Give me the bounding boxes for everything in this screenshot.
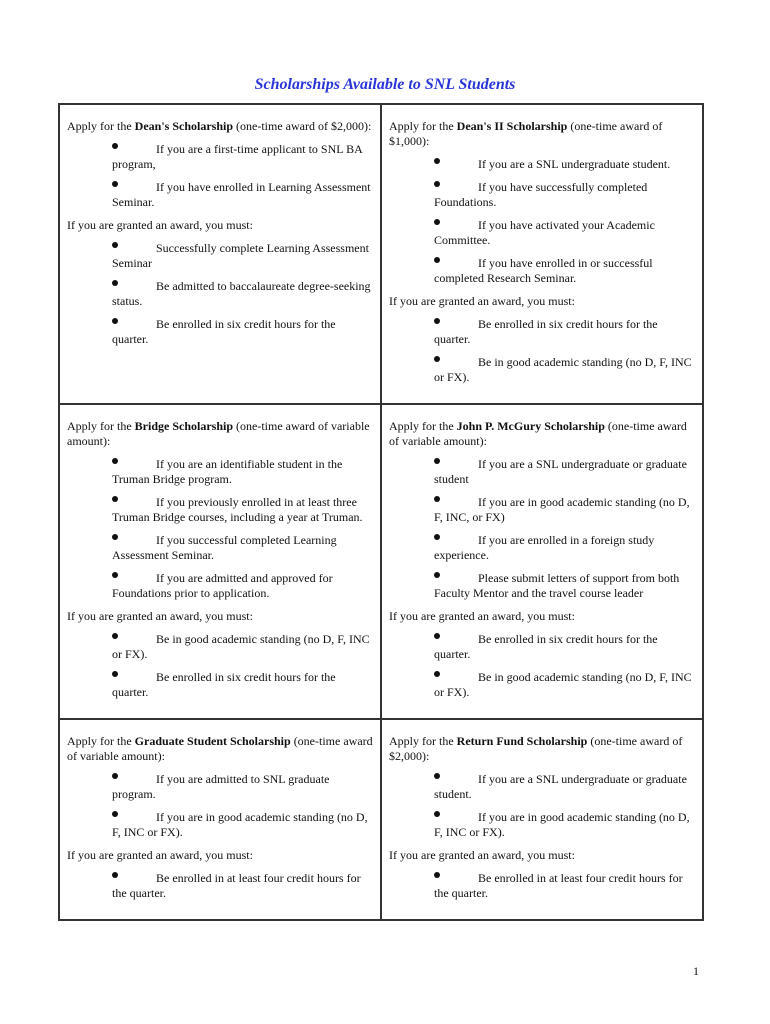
bullet-icon	[112, 534, 118, 540]
requirement-text: Be enrolled in six credit hours for the quarter.	[434, 317, 658, 346]
bullet-icon	[434, 158, 440, 164]
bullet-icon	[112, 773, 118, 779]
list-item	[389, 256, 696, 286]
list-item	[67, 241, 374, 271]
criterion-text: If you are in good academic standing (no D, F, INC or FX).	[112, 810, 368, 839]
list-item	[67, 317, 374, 347]
bullet-icon	[434, 219, 440, 225]
bullet-icon	[112, 671, 118, 677]
list-item	[389, 571, 696, 601]
bullet-icon	[434, 811, 440, 817]
criterion-text: If you are enrolled in a foreign study experience.	[434, 533, 655, 562]
bullet-icon	[434, 534, 440, 540]
scholarship-intro	[67, 119, 374, 134]
bullet-icon	[434, 458, 440, 464]
requirement-text: Be in good academic standing (no D, F, INC or FX).	[112, 632, 370, 661]
granted-label: If you are granted an award, you must:	[389, 609, 575, 623]
list-item	[67, 180, 374, 210]
requirements-list	[67, 241, 374, 347]
bullet-icon	[112, 872, 118, 878]
list-item	[389, 871, 696, 901]
intro-prefix: Apply for the	[389, 119, 457, 133]
eligibility-list	[389, 457, 696, 601]
criterion-text: If you successful completed Learning Assessment Seminar.	[112, 533, 337, 562]
list-item	[389, 457, 696, 487]
criterion-text: If you are a SNL undergraduate or graduate student.	[434, 772, 687, 801]
requirement-text: Be enrolled in six credit hours for the quarter.	[112, 317, 336, 346]
list-item	[67, 670, 374, 700]
criterion-text: If you have activated your Academic Committee.	[434, 218, 655, 247]
scholarship-name: Return Fund Scholarship	[456, 734, 588, 748]
criterion-text: If you are a SNL undergraduate student.	[478, 157, 671, 171]
criterion-text: If you are in good academic standing (no D, F, INC or FX).	[434, 810, 690, 839]
intro-prefix: Apply for the	[389, 419, 457, 433]
list-item	[389, 355, 696, 385]
list-item	[67, 772, 374, 802]
requirement-text: Be admitted to baccalaureate degree-seeking status.	[112, 279, 371, 308]
granted-label: If you are granted an award, you must:	[67, 848, 253, 862]
bullet-icon	[434, 671, 440, 677]
criterion-text: If you previously enrolled in at least three Truman Bridge courses, including a year at Truman.	[112, 495, 363, 524]
bullet-icon	[434, 773, 440, 779]
bullet-icon	[112, 318, 118, 324]
scholarship-intro	[67, 734, 374, 764]
bullet-icon	[434, 872, 440, 878]
award-description: (one-time award of variable amount):	[389, 419, 687, 448]
criterion-text: If you are a first-time applicant to SNL BA program,	[112, 142, 363, 171]
scholarship-intro	[389, 119, 696, 149]
granted-label: If you are granted an award, you must:	[67, 218, 253, 232]
list-item	[67, 142, 374, 172]
scholarship-cell	[381, 404, 703, 719]
scholarship-name: Dean's Scholarship	[134, 119, 234, 133]
list-item	[67, 457, 374, 487]
bullet-icon	[434, 181, 440, 187]
scholarship-name: Bridge Scholarship	[134, 419, 234, 433]
criterion-text: If you are an identifiable student in the Truman Bridge program.	[112, 457, 343, 486]
scholarship-cell	[59, 404, 381, 719]
requirements-list	[389, 317, 696, 385]
list-item	[67, 632, 374, 662]
scholarship-intro	[67, 419, 374, 449]
bullet-icon	[434, 356, 440, 362]
scholarship-cell	[381, 104, 703, 404]
bullet-icon	[112, 496, 118, 502]
list-item	[67, 495, 374, 525]
scholarship-intro	[389, 734, 696, 764]
list-item	[389, 632, 696, 662]
award-description: (one-time award of $2,000):	[389, 734, 683, 763]
list-item	[389, 810, 696, 840]
award-description: (one-time award of $2,000):	[233, 119, 372, 133]
bullet-icon	[434, 318, 440, 324]
list-item	[389, 495, 696, 525]
scholarship-cell	[59, 104, 381, 404]
page-number: 1	[693, 964, 699, 978]
bullet-icon	[112, 633, 118, 639]
list-item	[389, 533, 696, 563]
requirement-text: Successfully complete Learning Assessment Seminar	[112, 241, 369, 270]
requirements-list	[389, 632, 696, 700]
criterion-text: If you are admitted and approved for Foundations prior to application.	[112, 571, 333, 600]
eligibility-list	[389, 772, 696, 840]
eligibility-list	[67, 772, 374, 840]
intro-prefix: Apply for the	[67, 419, 135, 433]
page-title: Scholarships Available to SNL Students	[254, 76, 516, 93]
criterion-text: If you are a SNL undergraduate or graduate student	[434, 457, 687, 486]
list-item	[389, 670, 696, 700]
eligibility-list	[67, 142, 374, 210]
scholarship-intro	[389, 419, 696, 449]
intro-prefix: Apply for the	[67, 734, 135, 748]
list-item	[389, 218, 696, 248]
list-item	[389, 180, 696, 210]
award-description: (one-time award of variable amount):	[67, 419, 370, 448]
criterion-text: If you are admitted to SNL graduate program.	[112, 772, 330, 801]
requirement-text: Be in good academic standing (no D, F, INC or FX).	[434, 670, 692, 699]
requirement-text: Be enrolled in six credit hours for the quarter.	[112, 670, 336, 699]
award-description: (one-time award of $1,000):	[389, 119, 663, 148]
bullet-icon	[434, 572, 440, 578]
scholarship-table	[58, 103, 704, 921]
criterion-text: Please submit letters of support from both Faculty Mentor and the travel course leader	[434, 571, 680, 600]
granted-label: If you are granted an award, you must:	[389, 294, 575, 308]
bullet-icon	[112, 572, 118, 578]
bullet-icon	[112, 181, 118, 187]
bullet-icon	[434, 257, 440, 263]
bullet-icon	[112, 458, 118, 464]
bullet-icon	[112, 242, 118, 248]
list-item	[67, 810, 374, 840]
criterion-text: If you have enrolled in or successful completed Research Seminar.	[434, 256, 653, 285]
list-item	[389, 157, 696, 172]
requirements-list	[389, 871, 696, 901]
intro-prefix: Apply for the	[67, 119, 135, 133]
award-description: (one-time award of variable amount):	[67, 734, 373, 763]
list-item	[389, 317, 696, 347]
requirements-list	[67, 632, 374, 700]
list-item	[67, 871, 374, 901]
requirement-text: Be enrolled in six credit hours for the quarter.	[434, 632, 658, 661]
requirement-text: Be enrolled in at least four credit hours for the quarter.	[112, 871, 361, 900]
scholarship-name: John P. McGury Scholarship	[456, 419, 605, 433]
intro-prefix: Apply for the	[389, 734, 457, 748]
list-item	[67, 533, 374, 563]
list-item	[67, 279, 374, 309]
bullet-icon	[434, 496, 440, 502]
eligibility-list	[389, 157, 696, 286]
criterion-text: If you have successfully completed Foundations.	[434, 180, 648, 209]
granted-label: If you are granted an award, you must:	[389, 848, 575, 862]
requirement-text: Be enrolled in at least four credit hours for the quarter.	[434, 871, 683, 900]
bullet-icon	[112, 280, 118, 286]
scholarship-cell	[381, 719, 703, 920]
bullet-icon	[434, 633, 440, 639]
scholarship-name: Dean's II Scholarship	[456, 119, 568, 133]
criterion-text: If you are in good academic standing (no D, F, INC, or FX)	[434, 495, 690, 524]
list-item	[389, 772, 696, 802]
bullet-icon	[112, 811, 118, 817]
scholarship-name: Graduate Student Scholarship	[134, 734, 291, 748]
criterion-text: If you have enrolled in Learning Assessment Seminar.	[112, 180, 371, 209]
requirement-text: Be in good academic standing (no D, F, INC or FX).	[434, 355, 692, 384]
granted-label: If you are granted an award, you must:	[67, 609, 253, 623]
requirements-list	[67, 871, 374, 901]
scholarship-cell	[59, 719, 381, 920]
list-item	[67, 571, 374, 601]
eligibility-list	[67, 457, 374, 601]
bullet-icon	[112, 143, 118, 149]
